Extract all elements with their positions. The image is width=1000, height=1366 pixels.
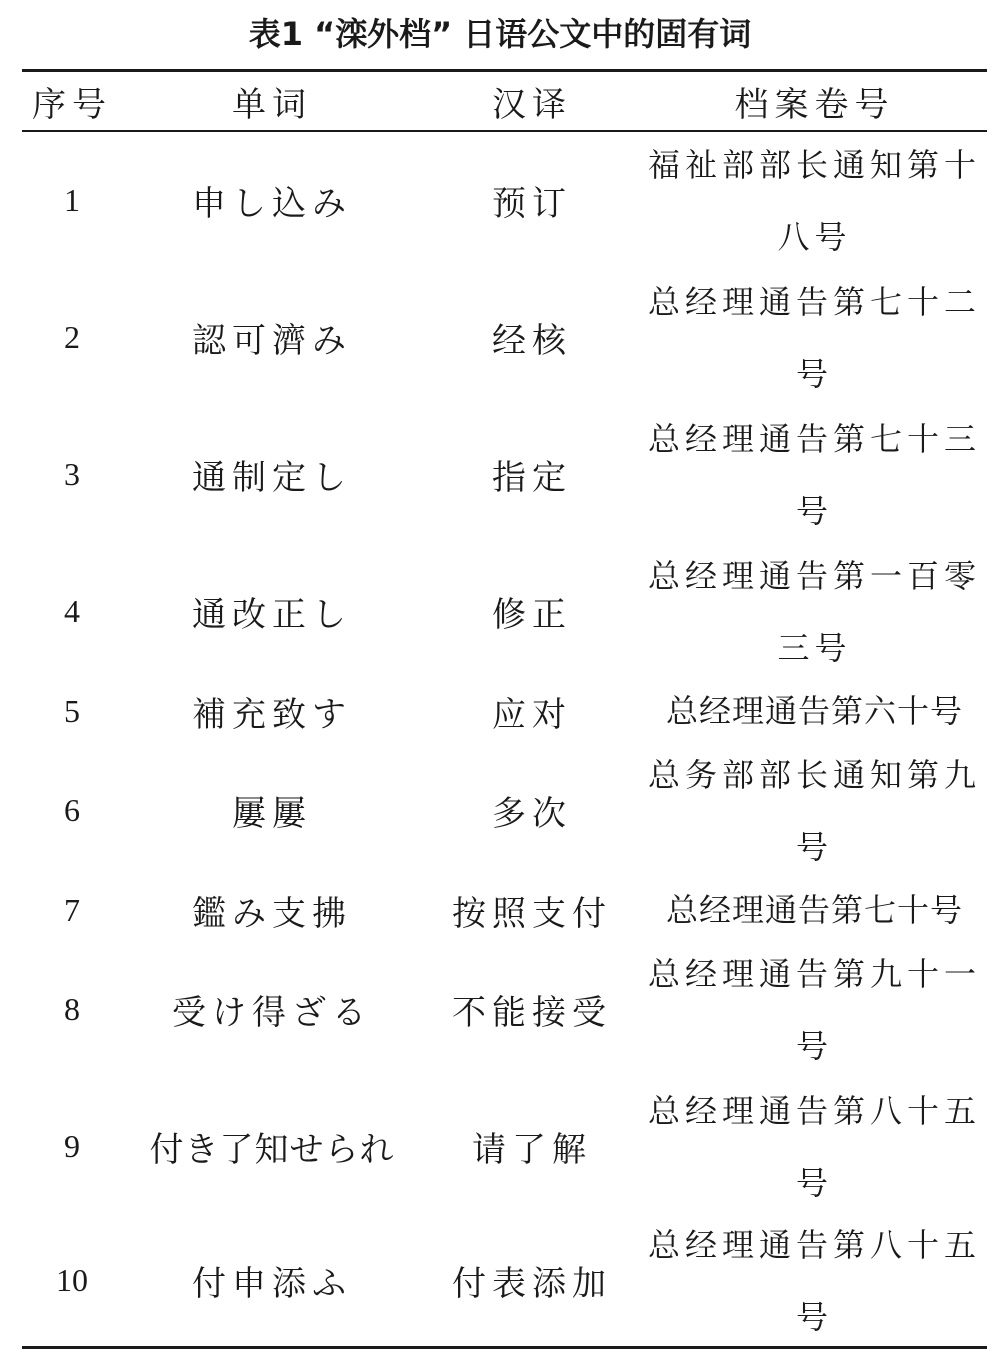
row-number: 4 <box>64 593 80 629</box>
row-file: 总经理通告第一百零三号 <box>647 556 981 667</box>
row-translation: 请了解 <box>472 1130 592 1170</box>
row-word: 補充致す <box>192 694 352 735</box>
table-row <box>22 1215 987 1346</box>
row-translation: 经核 <box>492 321 572 361</box>
table-row <box>22 680 987 742</box>
row-word: 付申添ふ <box>192 1264 352 1304</box>
row-number: 9 <box>64 1128 80 1164</box>
table-row <box>22 742 987 879</box>
table-title: 表1 “滦外档” 日语公文中的固有词 <box>248 15 752 53</box>
row-number: 2 <box>64 319 80 355</box>
row-file: 福祉部部长通知第十八号 <box>647 145 981 256</box>
row-number: 10 <box>56 1262 88 1298</box>
row-translation: 按照支付 <box>452 893 612 934</box>
row-word: 受け得ざる <box>172 993 372 1033</box>
row-file: 总经理通告第九十一号 <box>647 954 981 1065</box>
row-file: 总经理通告第七十二号 <box>647 282 981 393</box>
row-translation: 付表添加 <box>452 1264 612 1304</box>
header-word: 单词 <box>232 84 312 125</box>
row-number: 5 <box>64 692 80 729</box>
table-header-row <box>22 72 987 130</box>
row-file: 总经理通告第七十号 <box>665 891 963 929</box>
row-word: 通制定し <box>192 458 352 498</box>
row-word: 通改正し <box>192 595 352 635</box>
header-file: 档案卷号 <box>734 84 895 125</box>
table-row <box>22 132 987 269</box>
table-row <box>22 406 987 543</box>
row-file: 总务部部长通知第九号 <box>647 755 981 866</box>
row-number: 6 <box>64 792 80 828</box>
bottom-rule <box>22 1346 987 1349</box>
row-word: 鑑み支拂 <box>192 893 352 934</box>
row-word: 屢屢 <box>232 794 312 834</box>
row-number: 7 <box>64 891 80 928</box>
table-row <box>22 543 987 680</box>
header-translation: 汉译 <box>492 84 572 125</box>
row-translation: 应对 <box>492 694 572 735</box>
row-number: 8 <box>64 991 80 1027</box>
row-word: 付き了知せられ <box>149 1130 395 1170</box>
table-row <box>22 941 987 1078</box>
table-body <box>22 132 987 1346</box>
row-translation: 多次 <box>492 794 572 834</box>
row-translation: 修正 <box>492 595 572 635</box>
row-file: 总经理通告第六十号 <box>665 692 963 730</box>
header-no: 序号 <box>32 84 112 125</box>
table-row <box>22 269 987 406</box>
row-number: 1 <box>64 182 80 218</box>
table-row <box>22 879 987 941</box>
row-file: 总经理通告第七十三号 <box>647 419 981 530</box>
table-row <box>22 1078 987 1215</box>
row-file: 总经理通告第八十五号 <box>647 1225 981 1336</box>
row-translation: 指定 <box>492 458 572 498</box>
row-file: 总经理通告第八十五号 <box>647 1091 981 1202</box>
row-translation: 预订 <box>492 184 572 224</box>
row-word: 申し込み <box>192 184 352 224</box>
row-number: 3 <box>64 456 80 492</box>
row-translation: 不能接受 <box>452 993 612 1033</box>
row-word: 認可濟み <box>192 321 352 361</box>
